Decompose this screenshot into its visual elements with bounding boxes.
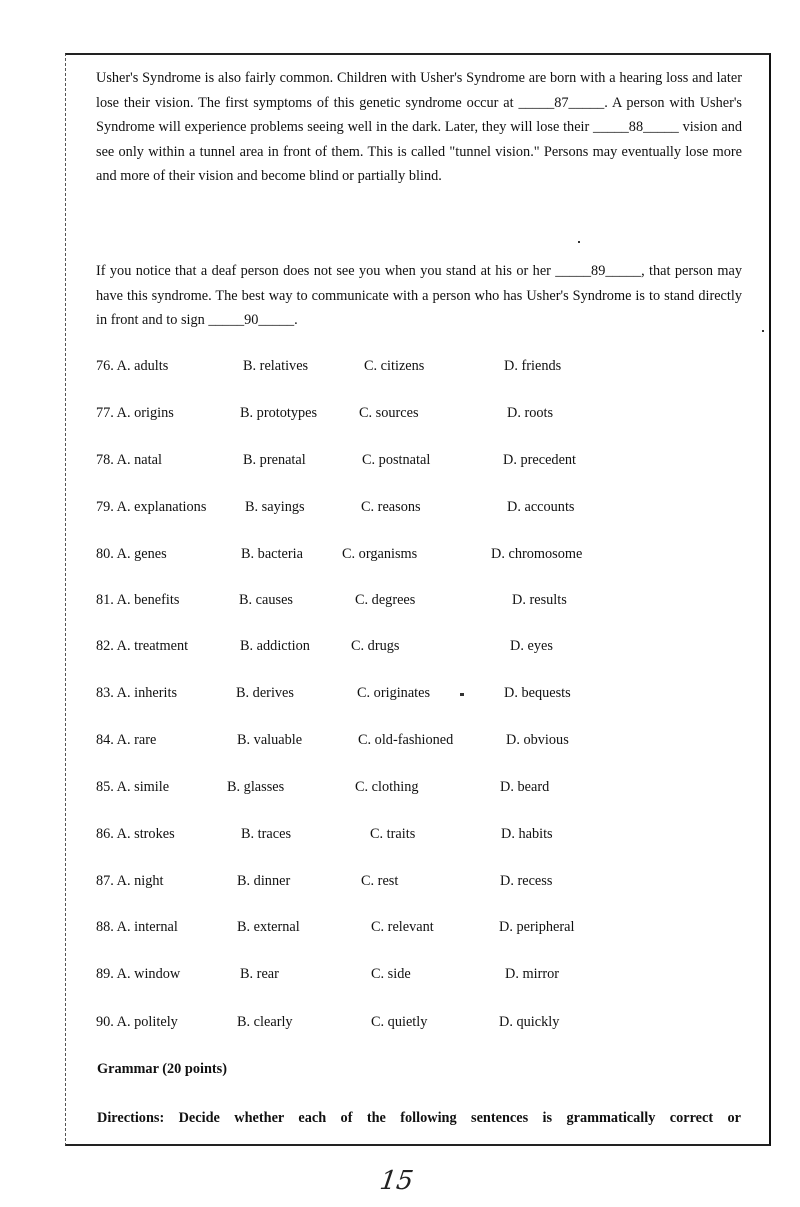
option-b: B. traces [241, 826, 292, 842]
question-row [0, 499, 800, 519]
question-number-and-option-a: 76. A. adults [96, 358, 169, 374]
option-c: C. postnatal [362, 452, 431, 468]
option-c: C. sources [359, 405, 419, 421]
question-row [0, 405, 800, 425]
option-d: D. results [512, 592, 567, 608]
question-number-and-option-a: 80. A. genes [96, 546, 167, 562]
option-d: D. peripheral [499, 919, 575, 935]
option-d: D. roots [507, 405, 554, 421]
option-b: B. bacteria [241, 546, 303, 562]
question-row [0, 685, 800, 705]
question-row [0, 546, 800, 566]
option-b: B. causes [239, 592, 293, 608]
option-b: B. rear [240, 966, 279, 982]
option-b: B. sayings [245, 499, 305, 515]
passage-paragraph-1: Usher's Syndrome is also fairly common. Children with Usher's Syndrome are born with a hearing loss and later lose their vision. The first symptoms of this genetic syndrome occur at _____87_____. A person with Usher's Syndrome will experience problems seeing well in the dark. Later, they will lose their _____88_____ vision and see only within a tunnel area in front of them. This is called "tunnel vision." Persons may eventually lose more and more of their vision and become blind or partially blind. [96, 70, 742, 184]
option-d: D. eyes [510, 638, 553, 654]
option-d: D. obvious [506, 732, 569, 748]
option-b: B. relatives [243, 358, 309, 374]
question-row [0, 358, 800, 378]
option-d: D. chromosome [491, 546, 583, 562]
question-number-and-option-a: 90. A. politely [96, 1014, 178, 1030]
option-c: C. reasons [361, 499, 421, 515]
option-d: D. quickly [499, 1014, 560, 1030]
question-row [0, 826, 800, 846]
question-number-and-option-a: 78. A. natal [96, 452, 162, 468]
option-b: B. derives [236, 685, 294, 701]
option-d: D. beard [500, 779, 550, 795]
scan-speck [460, 693, 464, 696]
option-d: D. recess [500, 873, 553, 889]
question-row [0, 873, 800, 893]
option-c: C. citizens [364, 358, 425, 374]
question-number-and-option-a: 79. A. explanations [96, 499, 207, 515]
option-c: C. relevant [371, 919, 434, 935]
option-b: B. prototypes [240, 405, 318, 421]
scan-speck [578, 241, 580, 243]
option-d: D. friends [504, 358, 562, 374]
question-number-and-option-a: 84. A. rare [96, 732, 157, 748]
option-c: C. rest [361, 873, 399, 889]
option-d: D. bequests [504, 685, 571, 701]
question-number-and-option-a: 89. A. window [96, 966, 181, 982]
option-c: C. originates [357, 685, 431, 701]
question-number-and-option-a: 77. A. origins [96, 405, 174, 421]
option-b: B. prenatal [243, 452, 306, 468]
option-c: C. organisms [342, 546, 418, 562]
question-number-and-option-a: 82. A. treatment [96, 638, 189, 654]
page-number: 15 [377, 1166, 416, 1196]
question-number-and-option-a: 86. A. strokes [96, 826, 175, 842]
scan-speck [762, 330, 764, 332]
option-d: D. accounts [507, 499, 575, 515]
option-c: C. side [371, 966, 411, 982]
question-row [0, 919, 800, 939]
option-b: B. dinner [237, 873, 291, 889]
question-number-and-option-a: 83. A. inherits [96, 685, 178, 701]
option-b: B. valuable [237, 732, 303, 748]
option-d: D. habits [501, 826, 553, 842]
option-c: C. clothing [355, 779, 419, 795]
question-number-and-option-a: 81. A. benefits [96, 592, 180, 608]
question-row [0, 592, 800, 612]
option-b: B. external [237, 919, 300, 935]
question-number-and-option-a: 85. A. simile [96, 779, 170, 795]
option-c: C. drugs [351, 638, 400, 654]
option-b: B. glasses [227, 779, 285, 795]
passage-paragraph-2: If you notice that a deaf person does not see you when you stand at his or her _____89_____, that person may have this syndrome. The best way to communicate with a person who has Usher's Syndrome is to stand directly in front and to sign _____90_____. [96, 263, 742, 328]
option-c: C. degrees [355, 592, 416, 608]
option-b: B. clearly [237, 1014, 293, 1030]
option-c: C. old-fashioned [358, 732, 454, 748]
option-c: C. quietly [371, 1014, 428, 1030]
option-c: C. traits [370, 826, 416, 842]
question-row [0, 732, 800, 752]
question-row [0, 1014, 800, 1034]
question-row [0, 779, 800, 799]
question-row [0, 638, 800, 658]
option-d: D. mirror [505, 966, 559, 982]
question-number-and-option-a: 87. A. night [96, 873, 164, 889]
grammar-directions: Directions: Decide whether each of the following sentences is grammatically correct or [97, 1110, 741, 1126]
question-number-and-option-a: 88. A. internal [96, 919, 178, 935]
option-b: B. addiction [240, 638, 310, 654]
question-row [0, 452, 800, 472]
question-row [0, 966, 800, 986]
grammar-heading: Grammar (20 points) [97, 1061, 227, 1077]
option-d: D. precedent [503, 452, 577, 468]
